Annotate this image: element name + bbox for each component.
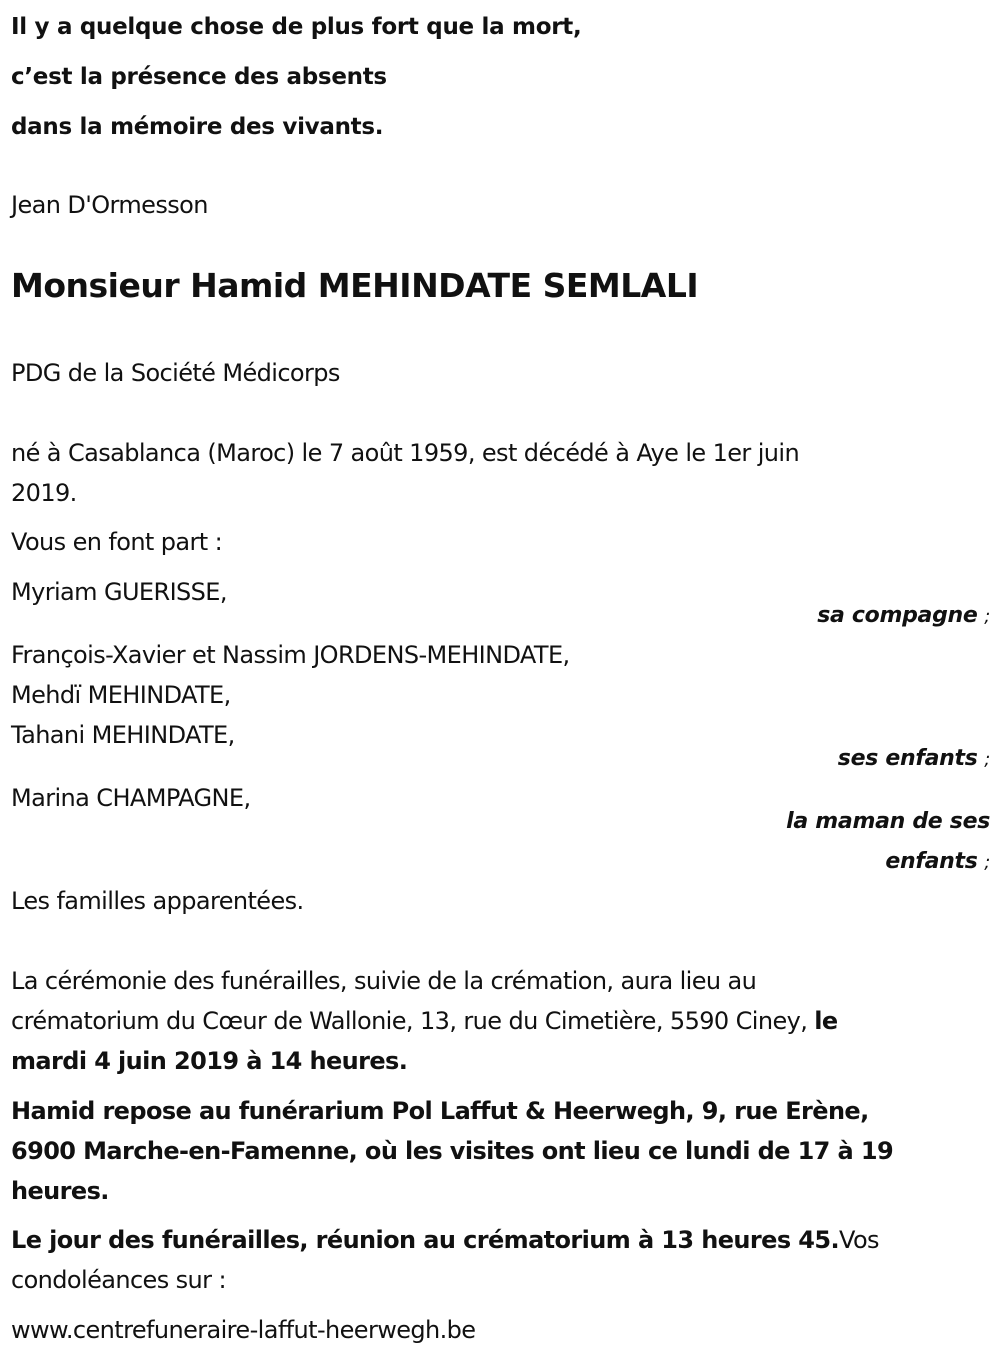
relation-label bbox=[838, 745, 990, 774]
relation-label bbox=[817, 602, 990, 631]
ceremony-location: crématorium du Cœur de Wallonie, 13, rue du Cimetière, 5590 Ciney, bbox=[11, 1007, 815, 1035]
ceremony-line-1: La cérémonie des funérailles, suivie de la crémation, aura lieu au bbox=[11, 967, 757, 995]
relation-text: ses enfants bbox=[837, 746, 978, 771]
visitation-line-2: 6900 Marche-en-Famenne, où les visites ont lieu ce lundi de 17 à 19 bbox=[11, 1137, 894, 1165]
website-line bbox=[11, 1315, 475, 1345]
relation-text: sa compagne bbox=[817, 603, 978, 628]
relation-separator: ; bbox=[984, 852, 990, 873]
announcement-intro: Vous en font part : bbox=[11, 528, 223, 556]
meeting-line-1 bbox=[11, 1225, 879, 1255]
relation-separator: ; bbox=[984, 749, 990, 770]
family-name: François-Xavier et Nassim JORDENS-MEHINDATE, bbox=[11, 641, 570, 669]
visitation-line-3: heures. bbox=[11, 1177, 109, 1205]
condolences-start: Vos bbox=[838, 1226, 879, 1254]
meeting-info: Le jour des funérailles, réunion au crématorium à 13 heures 45. bbox=[11, 1226, 839, 1254]
website-link[interactable]: www.centrefuneraire-laffut-heerwegh.be bbox=[11, 1316, 476, 1344]
quote-author: Jean D'Ormesson bbox=[11, 191, 208, 219]
birth-death-line-2: 2019. bbox=[11, 479, 77, 507]
family-name: Marina CHAMPAGNE, bbox=[11, 784, 251, 812]
quote-line-3: dans la mémoire des vivants. bbox=[11, 114, 384, 140]
birth-death-line-1: né à Casablanca (Maroc) le 7 août 1959, est décédé à Aye le 1er juin bbox=[11, 439, 800, 467]
family-name: Myriam GUERISSE, bbox=[11, 578, 227, 606]
quote-line-2: c’est la présence des absents bbox=[11, 64, 387, 90]
family-name: Mehdï MEHINDATE, bbox=[11, 681, 231, 709]
ceremony-line-2 bbox=[11, 1006, 838, 1036]
family-name: Tahani MEHINDATE, bbox=[11, 721, 235, 749]
relation-label bbox=[786, 808, 990, 836]
relation-label bbox=[885, 848, 990, 877]
quote-line-1: Il y a quelque chose de plus fort que la mort, bbox=[11, 14, 582, 40]
relation-text: enfants bbox=[885, 849, 978, 874]
ceremony-date-start: le bbox=[814, 1007, 838, 1035]
condolences-line: condoléances sur : bbox=[11, 1266, 226, 1294]
deceased-name: Monsieur Hamid MEHINDATE SEMLALI bbox=[11, 266, 699, 305]
ceremony-date: mardi 4 juin 2019 à 14 heures. bbox=[11, 1047, 408, 1075]
relation-separator: ; bbox=[984, 606, 990, 627]
relation-text: la maman de ses bbox=[786, 809, 990, 834]
deceased-title: PDG de la Société Médicorps bbox=[11, 359, 340, 387]
visitation-line-1: Hamid repose au funérarium Pol Laffut & Heerwegh, 9, rue Erène, bbox=[11, 1097, 869, 1125]
families-closing: Les familles apparentées. bbox=[11, 887, 304, 915]
